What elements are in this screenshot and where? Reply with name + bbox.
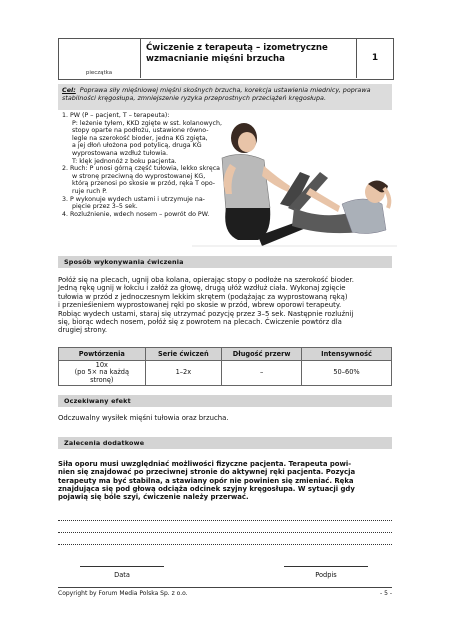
section-method-header <box>58 256 392 268</box>
col-header: Powtórzenia <box>59 348 146 361</box>
stamp-box <box>58 38 141 78</box>
section-recommend-header <box>58 437 392 449</box>
section-recommend-title: Zalecenia dodatkowe <box>64 439 145 447</box>
step-line: ruje ruch P. <box>72 187 108 195</box>
method-line: Jedną rękę ugnij w łokciu i załóż za głowę, drugą ułóż wzdłuż ciała. Wykonaj zgięcie <box>58 284 346 293</box>
page-number: - 5 - <box>380 590 392 597</box>
recommend-line: terapeuty ma być stabilna, a stawiany opór nie powinien się zmieniać. Ręka <box>58 476 354 485</box>
table-cell-repetitions <box>59 361 146 386</box>
goal-label: Cel: <box>62 86 76 94</box>
step-line: wyprostowana wzdłuż tułowia. <box>72 149 169 157</box>
cell-line: (po 5× na każdą <box>74 368 130 377</box>
note-line[interactable] <box>58 520 392 522</box>
date-line[interactable] <box>80 566 164 568</box>
step-line: legle na szerokość bioder, jedna KG zgięta, <box>72 134 208 142</box>
recommend-line: nien się znajdować po przeciwnej stronie do aktywnej ręki pacjenta. Pozycja <box>58 468 356 477</box>
exercise-number: 1 <box>356 38 393 78</box>
step-line: T: klęk jednonóż z boku pacjenta. <box>72 157 177 165</box>
signature-label: Podpis <box>315 571 337 579</box>
cell-line: stronę) <box>90 375 114 384</box>
section-method-title: Sposób wykonywania ćwiczenia <box>64 258 184 266</box>
section-effect-header <box>58 395 392 407</box>
table-row <box>59 361 392 386</box>
method-paragraph <box>58 276 392 335</box>
table-cell-intensity: 50–60% <box>302 361 392 386</box>
method-line: tułowia w przód z jednoczesnym lekkim skrętem (podążając za wyprostowaną ręką) <box>58 292 348 301</box>
effect-text: Odczuwalny wysiłek mięśni tułowia oraz brzucha. <box>58 414 229 422</box>
step-line: 1. PW (P – pacjent, T – terapeuta): <box>62 112 170 119</box>
step-line: w stronę przeciwną do wyprostowanej KG, <box>72 172 206 180</box>
step-line: 2. Ruch: P unosi górną część tułowia, lekko skręca <box>62 165 221 173</box>
recommend-line: Siła oporu musi uwzględniać możliwości fizyczne pacjenta. Terapeuta powi- <box>58 460 352 468</box>
method-line: drugiej strony. <box>58 326 108 335</box>
title-line-1: Ćwiczenie z terapeutą – izometryczne <box>146 43 328 53</box>
parameters-table <box>58 347 392 386</box>
table-cell-break: – <box>222 361 302 386</box>
recommend-paragraph <box>58 460 392 501</box>
cell-line: 10x <box>95 360 108 369</box>
step-line: którą przenosi po skosie w przód, ręka T opo- <box>72 180 216 188</box>
copyright-text: Copyright by Forum Media Polska Sp. z o.o. <box>58 590 188 597</box>
step-line: 4. Rozluźnienie, wdech nosem – powrót do PW. <box>62 210 210 218</box>
table-cell-series: 1–2x <box>145 361 222 386</box>
recommend-line: znajdująca się pod głową odciąża odcinek szyjny kręgosłupa. W sytuacji gdy <box>58 484 355 493</box>
method-line: Połóż się na plecach, ugnij oba kolana, opierając stopy o podłoże na szerokość bioder. <box>58 276 354 284</box>
page-title <box>146 43 351 65</box>
method-line: się, biorąc wdech nosem, połóż się z powrotem na plecach. Ćwiczenie powtórz dla <box>58 318 342 327</box>
goal-text: Poprawa siły mięśniowej mięśni skośnych brzucha, korekcja ustawienia miednicy, poprawa stabilności kręgosłupa, zmniejszenie ryzyka przeprostnych przeciążeń kręgosłupa. <box>62 86 371 103</box>
note-line[interactable] <box>58 544 392 546</box>
stamp-label: pieczątka <box>85 70 113 76</box>
date-label: Data <box>114 571 130 579</box>
title-line-2: wzmacnianie mięśni brzucha <box>146 54 285 64</box>
step-line: pięcie przez 3–5 sek. <box>72 203 138 211</box>
step-line: P: leżenie tyłem, KKD zgięte w sst. kolanowych, <box>72 119 222 127</box>
col-header: Intensywność <box>302 348 392 361</box>
step-line: stopy oparte na podłożu, ustawione równo- <box>72 127 209 135</box>
col-header: Długość przerw <box>222 348 302 361</box>
step-line: 3. P wykonuje wydech ustami i utrzymuje na- <box>62 195 205 203</box>
recommend-line: pojawią się bóle szyi, ćwiczenie należy przerwać. <box>58 493 249 502</box>
method-line: i przenieśieniem wyprostowanej ręki po skosie w przód, wbrew oporowi terapeuty. <box>58 301 342 310</box>
step-line: a jej dłoń ułożona pod potylicą, druga KG <box>72 142 202 150</box>
col-header: Serie ćwiczeń <box>145 348 222 361</box>
method-line: Robiąc wydech ustami, staraj się utrzymać pozycję przez 3–5 sek. Następnie rozluźnij <box>58 309 354 318</box>
goal-box <box>58 84 392 110</box>
exercise-illustration <box>192 108 397 250</box>
table-header-row <box>59 348 392 361</box>
note-line[interactable] <box>58 532 392 534</box>
signature-line[interactable] <box>284 566 368 568</box>
section-effect-title: Oczekiwany efekt <box>64 397 131 405</box>
footer-divider <box>58 587 392 588</box>
patient-figure <box>280 172 389 234</box>
